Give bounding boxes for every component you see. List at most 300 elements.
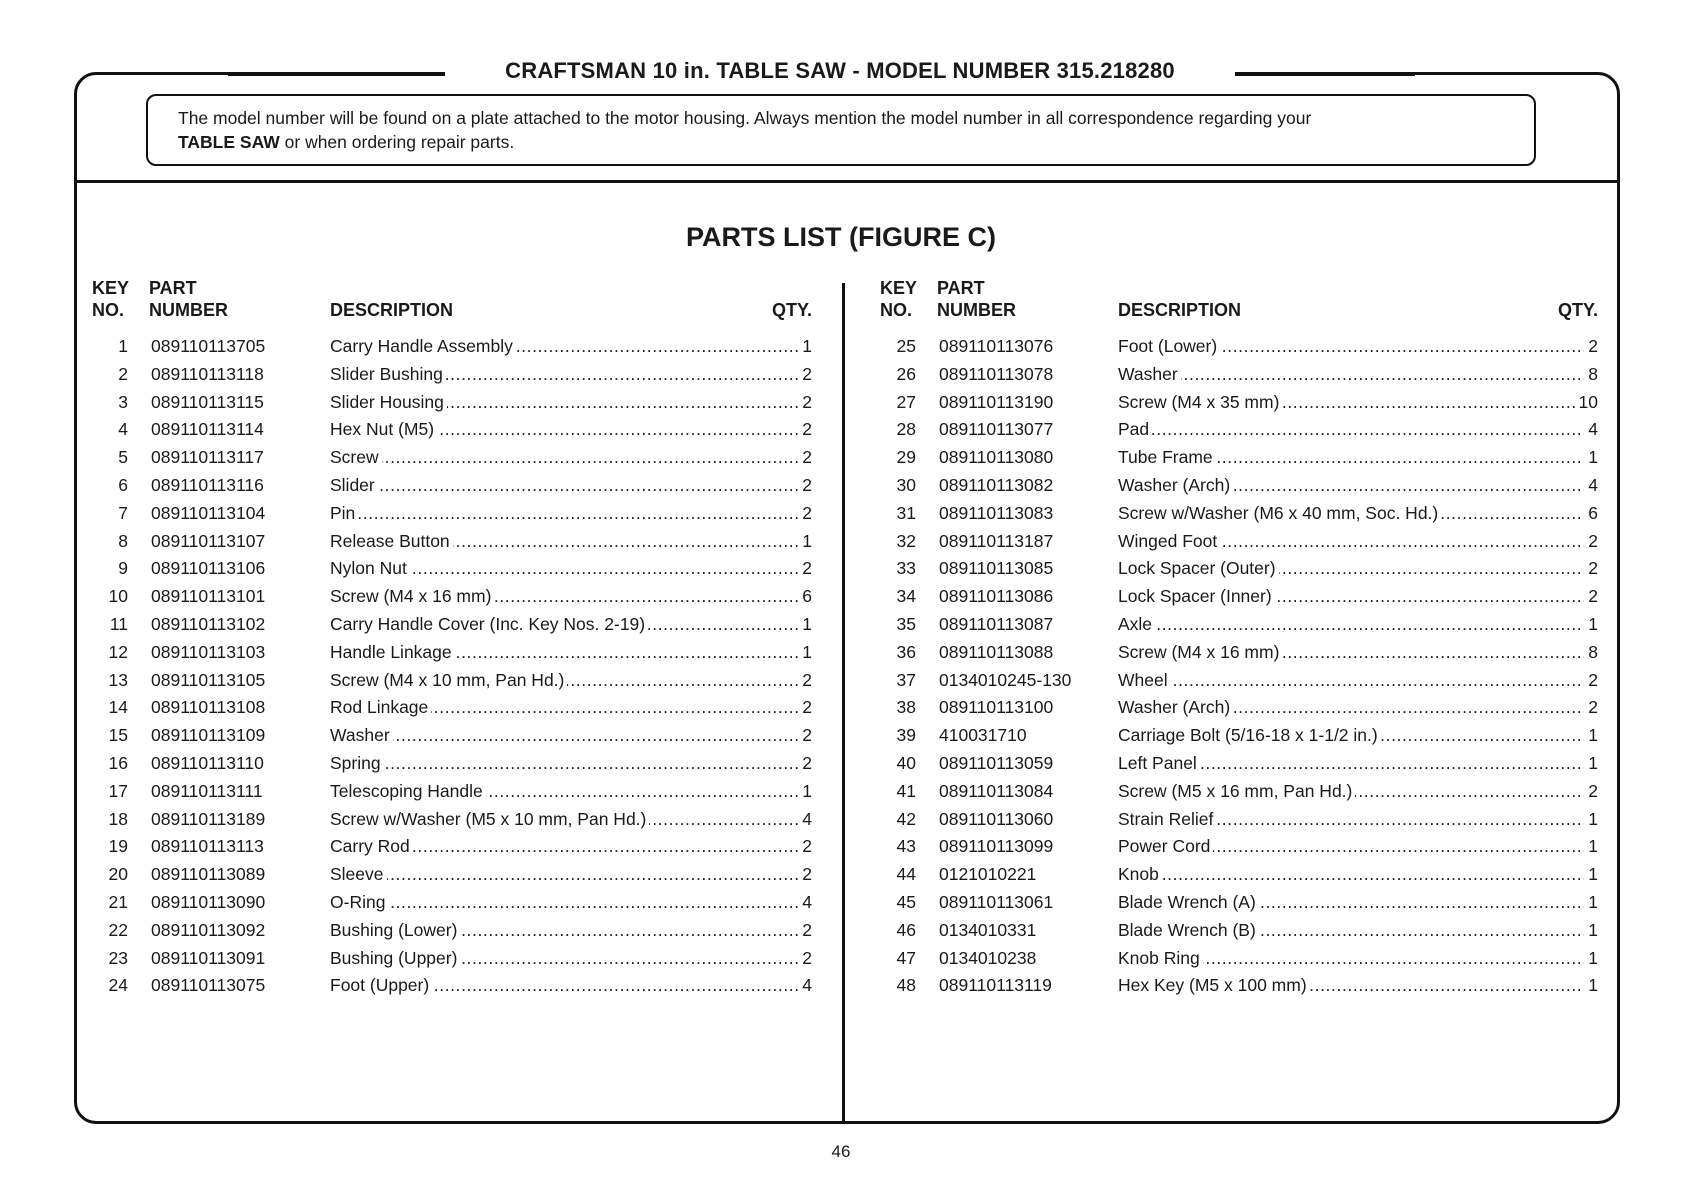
quantity: 4 xyxy=(798,889,812,917)
key-number: 16 xyxy=(108,752,128,773)
quantity: 2 xyxy=(798,444,812,472)
table-row xyxy=(92,583,812,611)
quantity: 2 xyxy=(798,416,812,444)
part-number: 089110113119 xyxy=(939,975,1052,996)
part-number: 089110113080 xyxy=(939,447,1054,468)
quantity: 1 xyxy=(798,528,812,556)
description-text: Blade Wrench (B) xyxy=(1118,920,1259,940)
table-row xyxy=(880,889,1598,917)
key-number: 14 xyxy=(108,697,128,718)
description-text: Lock Spacer (Inner) xyxy=(1118,586,1275,606)
part-description xyxy=(1118,972,1586,1000)
description-text: Lock Spacer (Outer) xyxy=(1118,558,1279,578)
quantity: 1 xyxy=(1584,750,1598,778)
quantity: 2 xyxy=(1584,555,1598,583)
part-number: 089110113076 xyxy=(939,336,1054,356)
part-number: 089110113089 xyxy=(151,864,266,885)
part-number: 089110113190 xyxy=(939,391,1054,412)
part-number: 089110113111 xyxy=(151,780,263,801)
part-description xyxy=(330,639,800,667)
part-number: 089110113115 xyxy=(151,391,264,412)
part-number: 089110113107 xyxy=(151,530,266,551)
part-description xyxy=(1118,722,1586,750)
title-rule-right xyxy=(1225,74,1415,76)
header-key-1: KEY xyxy=(880,278,918,298)
description-text: Bushing (Lower) xyxy=(330,920,460,940)
description-text: Carry Rod xyxy=(330,836,413,856)
quantity: 2 xyxy=(798,389,812,417)
key-number: 7 xyxy=(118,502,128,523)
part-number: 089110113103 xyxy=(151,641,266,662)
description-text: Nylon Nut xyxy=(330,558,410,578)
part-number: 089110113092 xyxy=(151,919,266,940)
table-row xyxy=(92,389,812,417)
title-rule-left xyxy=(228,74,458,76)
quantity: 2 xyxy=(798,750,812,778)
table-row xyxy=(880,500,1598,528)
key-number: 17 xyxy=(108,780,128,801)
part-number: 089110113090 xyxy=(151,891,266,912)
part-description xyxy=(330,861,800,889)
quantity: 1 xyxy=(798,611,812,639)
description-text: Carry Handle Assembly xyxy=(330,336,516,356)
table-row xyxy=(92,333,812,361)
quantity: 4 xyxy=(798,972,812,1000)
description-text: Foot (Upper) xyxy=(330,975,432,995)
part-number: 089110113060 xyxy=(939,808,1054,829)
description-text: Telescoping Handle xyxy=(330,781,486,801)
part-description xyxy=(1118,639,1586,667)
description-text: Rod Linkage xyxy=(330,697,431,717)
part-description xyxy=(1118,833,1586,861)
part-number: 089110113082 xyxy=(939,474,1054,495)
key-number: 45 xyxy=(896,891,916,912)
part-description xyxy=(1118,444,1586,472)
key-number: 11 xyxy=(109,613,128,634)
table-row xyxy=(92,945,812,973)
key-number: 6 xyxy=(118,474,128,495)
quantity: 1 xyxy=(1584,972,1598,1000)
header-key-2: NO. xyxy=(880,300,913,320)
quantity: 6 xyxy=(1584,500,1598,528)
header-part-1: PART xyxy=(149,278,197,298)
quantity: 1 xyxy=(1584,945,1598,973)
part-number: 089110113088 xyxy=(939,641,1054,662)
header-divider xyxy=(74,180,1620,183)
description-text: Screw (M4 x 16 mm) xyxy=(1118,642,1282,662)
description-text: Carry Handle Cover (Inc. Key Nos. 2-19) xyxy=(330,614,648,634)
part-description xyxy=(330,611,800,639)
quantity: 1 xyxy=(798,333,812,361)
notice-bold: TABLE SAW xyxy=(178,132,280,152)
quantity: 1 xyxy=(1584,806,1598,834)
part-number: 089110113108 xyxy=(151,697,266,718)
part-number: 089110113101 xyxy=(151,586,266,607)
header-description: DESCRIPTION xyxy=(330,300,454,320)
part-description xyxy=(330,778,800,806)
description-text: Sleeve xyxy=(330,864,387,884)
description-text: Screw (M5 x 16 mm, Pan Hd.) xyxy=(1118,781,1355,801)
key-number: 25 xyxy=(896,336,916,356)
quantity: 4 xyxy=(1584,416,1598,444)
quantity: 2 xyxy=(1584,667,1598,695)
description-text: Tube Frame xyxy=(1118,447,1216,467)
quantity: 2 xyxy=(798,361,812,389)
notice-tail: or when ordering repair parts. xyxy=(284,132,515,152)
part-description xyxy=(1118,917,1586,945)
description-text: Bushing (Upper) xyxy=(330,948,460,968)
description-text: Carriage Bolt (5/16-18 x 1-1/2 in.) xyxy=(1118,725,1381,745)
key-number: 40 xyxy=(896,752,916,773)
table-row xyxy=(92,555,812,583)
part-description xyxy=(1118,361,1586,389)
key-number: 13 xyxy=(108,669,128,690)
table-row xyxy=(880,667,1598,695)
table-row xyxy=(880,444,1598,472)
part-description xyxy=(1118,583,1586,611)
key-number: 48 xyxy=(896,975,916,996)
key-number: 43 xyxy=(896,836,916,857)
quantity: 2 xyxy=(798,945,812,973)
table-row xyxy=(880,861,1598,889)
key-number: 10 xyxy=(108,586,128,607)
part-description xyxy=(1118,472,1586,500)
column-divider xyxy=(842,283,845,1124)
key-number: 30 xyxy=(896,474,916,495)
description-text: Hex Nut (M5) xyxy=(330,419,437,439)
key-number: 8 xyxy=(118,530,128,551)
key-number: 31 xyxy=(896,502,916,523)
part-description xyxy=(1118,750,1586,778)
key-number: 44 xyxy=(896,864,916,885)
table-row xyxy=(880,694,1598,722)
quantity: 1 xyxy=(1584,722,1598,750)
part-description xyxy=(330,444,800,472)
part-number: 089110113086 xyxy=(939,586,1054,607)
part-description xyxy=(330,750,800,778)
part-number: 0134010331 xyxy=(939,919,1037,940)
table-row xyxy=(880,472,1598,500)
table-row xyxy=(92,833,812,861)
part-number: 410031710 xyxy=(939,725,1027,746)
quantity: 1 xyxy=(1584,917,1598,945)
column-header xyxy=(92,276,812,324)
parts-rows-left xyxy=(92,333,812,1000)
model-number-notice xyxy=(146,94,1536,166)
table-row xyxy=(880,361,1598,389)
description-text: Strain Relief xyxy=(1118,809,1216,829)
description-text: Slider xyxy=(330,475,378,495)
part-number: 089110113078 xyxy=(939,363,1054,384)
key-number: 15 xyxy=(108,725,128,746)
part-description xyxy=(330,972,800,1000)
description-text: Slider Housing xyxy=(330,392,447,412)
part-number: 0134010245-130 xyxy=(939,669,1072,690)
part-number: 089110113087 xyxy=(939,613,1054,634)
part-number: 089110113075 xyxy=(151,975,266,996)
key-number: 47 xyxy=(896,947,916,968)
header-key-1: KEY xyxy=(92,278,130,298)
quantity: 2 xyxy=(798,694,812,722)
header-part-2: NUMBER xyxy=(149,300,228,320)
part-description xyxy=(330,722,800,750)
key-number: 32 xyxy=(896,530,916,551)
parts-rows-right xyxy=(880,333,1598,1000)
quantity: 10 xyxy=(1576,389,1598,417)
table-row xyxy=(880,583,1598,611)
table-row xyxy=(92,750,812,778)
description-text: Handle Linkage xyxy=(330,642,455,662)
part-description xyxy=(330,833,800,861)
part-description xyxy=(1118,555,1586,583)
part-number: 089110113118 xyxy=(151,363,264,384)
part-description xyxy=(330,917,800,945)
part-number: 089110113110 xyxy=(151,752,264,773)
description-text: Power Cord xyxy=(1118,836,1213,856)
description-text: Axle xyxy=(1118,614,1155,634)
description-text: Winged Foot xyxy=(1118,531,1220,551)
description-text: Foot (Lower) xyxy=(1118,336,1220,356)
key-number: 41 xyxy=(896,780,916,801)
header-part-2: NUMBER xyxy=(937,300,1016,320)
key-number: 18 xyxy=(108,808,128,829)
table-row xyxy=(880,972,1598,1000)
part-number: 089110113187 xyxy=(939,530,1054,551)
description-text: Washer xyxy=(1118,364,1181,384)
part-number: 089110113061 xyxy=(939,891,1054,912)
part-description xyxy=(330,361,800,389)
parts-list-title: PARTS LIST (FIGURE C) xyxy=(686,222,996,252)
quantity: 2 xyxy=(798,833,812,861)
part-description xyxy=(1118,861,1586,889)
key-number: 28 xyxy=(896,419,916,440)
part-number: 089110113109 xyxy=(151,725,266,746)
table-row xyxy=(92,917,812,945)
quantity: 2 xyxy=(798,500,812,528)
quantity: 1 xyxy=(798,639,812,667)
key-number: 22 xyxy=(108,919,128,940)
part-description xyxy=(330,806,800,834)
key-number: 35 xyxy=(896,613,916,634)
quantity: 1 xyxy=(1584,444,1598,472)
table-row xyxy=(880,778,1598,806)
part-description xyxy=(330,583,800,611)
description-text: Blade Wrench (A) xyxy=(1118,892,1259,912)
key-number: 29 xyxy=(896,447,916,468)
table-row xyxy=(880,722,1598,750)
quantity: 2 xyxy=(798,917,812,945)
table-row xyxy=(92,639,812,667)
table-row xyxy=(880,389,1598,417)
part-number: 089110113085 xyxy=(939,558,1054,579)
description-text: Screw w/Washer (M6 x 40 mm, Soc. Hd.) xyxy=(1118,503,1441,523)
table-row xyxy=(92,500,812,528)
part-description xyxy=(1118,333,1586,361)
key-number: 4 xyxy=(118,419,128,440)
description-text: Slider Bushing xyxy=(330,364,446,384)
table-row xyxy=(880,333,1598,361)
description-text: Release Button xyxy=(330,531,453,551)
table-row xyxy=(880,945,1598,973)
header-description: DESCRIPTION xyxy=(1118,300,1242,320)
table-row xyxy=(92,416,812,444)
part-description xyxy=(330,889,800,917)
part-description xyxy=(1118,694,1586,722)
quantity: 4 xyxy=(1584,472,1598,500)
table-row xyxy=(880,416,1598,444)
key-number: 19 xyxy=(108,836,128,857)
part-description xyxy=(330,333,800,361)
description-text: Screw (M4 x 10 mm, Pan Hd.) xyxy=(330,670,567,690)
table-row xyxy=(880,806,1598,834)
quantity: 1 xyxy=(1584,611,1598,639)
key-number: 2 xyxy=(118,363,128,384)
part-description xyxy=(330,389,800,417)
part-description xyxy=(1118,500,1586,528)
key-number: 34 xyxy=(896,586,916,607)
part-number: 089110113059 xyxy=(939,752,1054,773)
key-number: 42 xyxy=(896,808,916,829)
part-description xyxy=(330,472,800,500)
part-number: 0121010221 xyxy=(939,864,1037,885)
quantity: 2 xyxy=(1584,778,1598,806)
table-row xyxy=(92,472,812,500)
key-number: 37 xyxy=(896,669,916,690)
key-number: 36 xyxy=(896,641,916,662)
key-number: 9 xyxy=(118,558,128,579)
parts-column-left xyxy=(92,276,812,1000)
table-row xyxy=(92,528,812,556)
part-description xyxy=(1118,806,1586,834)
quantity: 1 xyxy=(1584,889,1598,917)
table-row xyxy=(92,722,812,750)
table-row xyxy=(880,917,1598,945)
part-number: 089110113100 xyxy=(939,697,1054,718)
quantity: 8 xyxy=(1584,361,1598,389)
part-description xyxy=(1118,611,1586,639)
part-description xyxy=(1118,389,1586,417)
part-number: 089110113083 xyxy=(939,502,1054,523)
header-title: CRAFTSMAN 10 in. TABLE SAW - MODEL NUMBER 315.218280 xyxy=(445,58,1235,84)
header-qty: QTY. xyxy=(771,300,812,320)
part-number: 089110113105 xyxy=(151,669,266,690)
table-row xyxy=(92,889,812,917)
key-number: 33 xyxy=(896,558,916,579)
key-number: 46 xyxy=(896,919,916,940)
part-number: 089110113114 xyxy=(151,419,264,440)
key-number: 1 xyxy=(118,336,128,356)
page-number: 46 xyxy=(831,1142,851,1161)
table-row xyxy=(92,972,812,1000)
part-description xyxy=(1118,778,1586,806)
table-row xyxy=(880,528,1598,556)
quantity: 2 xyxy=(1584,583,1598,611)
part-number: 089110113106 xyxy=(151,558,266,579)
quantity: 1 xyxy=(1584,861,1598,889)
quantity: 2 xyxy=(798,555,812,583)
quantity: 2 xyxy=(798,667,812,695)
quantity: 8 xyxy=(1584,639,1598,667)
part-description xyxy=(1118,945,1586,973)
key-number: 5 xyxy=(118,447,128,468)
column-header xyxy=(880,276,1598,324)
description-text: Screw (M4 x 35 mm) xyxy=(1118,392,1282,412)
part-number: 089110113091 xyxy=(151,947,266,968)
part-number: 089110113084 xyxy=(939,780,1054,801)
part-number: 089110113077 xyxy=(939,419,1054,440)
quantity: 2 xyxy=(1584,333,1598,361)
part-description xyxy=(1118,667,1586,695)
part-number: 089110113113 xyxy=(151,836,264,857)
key-number: 24 xyxy=(108,975,128,996)
description-text: O-Ring xyxy=(330,892,388,912)
description-text: Pin xyxy=(330,503,358,523)
description-text: Pad xyxy=(1118,419,1152,439)
description-text: Washer xyxy=(330,725,393,745)
table-row xyxy=(880,639,1598,667)
description-text: Hex Key (M5 x 100 mm) xyxy=(1118,975,1310,995)
quantity: 2 xyxy=(798,722,812,750)
table-row xyxy=(92,444,812,472)
table-row xyxy=(92,361,812,389)
part-number: 089110113117 xyxy=(151,447,264,468)
description-text: Washer (Arch) xyxy=(1118,697,1233,717)
part-number: 089110113099 xyxy=(939,836,1054,857)
quantity: 2 xyxy=(798,472,812,500)
header-part-1: PART xyxy=(937,278,985,298)
table-row xyxy=(880,555,1598,583)
key-number: 21 xyxy=(108,891,128,912)
part-number: 0134010238 xyxy=(939,947,1037,968)
part-number: 089110113104 xyxy=(151,502,266,523)
part-description xyxy=(330,555,800,583)
description-text: Knob Ring xyxy=(1118,948,1203,968)
key-number: 20 xyxy=(108,864,128,885)
description-text: Wheel xyxy=(1118,670,1171,690)
description-text: Knob xyxy=(1118,864,1162,884)
key-number: 27 xyxy=(896,391,916,412)
description-text: Left Panel xyxy=(1118,753,1200,773)
header-key-2: NO. xyxy=(92,300,125,320)
notice-text: The model number will be found on a plate attached to the motor housing. Always mention the model number in all correspondence regarding your xyxy=(178,108,1312,128)
key-number: 3 xyxy=(118,391,128,412)
quantity: 4 xyxy=(798,806,812,834)
quantity: 2 xyxy=(1584,694,1598,722)
table-row xyxy=(92,667,812,695)
part-number: 089110113189 xyxy=(151,808,266,829)
part-number: 089110113705 xyxy=(151,336,266,356)
quantity: 2 xyxy=(1584,528,1598,556)
quantity: 1 xyxy=(798,778,812,806)
part-description xyxy=(330,667,800,695)
quantity: 6 xyxy=(798,583,812,611)
key-number: 39 xyxy=(896,725,916,746)
quantity: 1 xyxy=(1584,833,1598,861)
description-text: Screw xyxy=(330,447,382,467)
table-row xyxy=(92,611,812,639)
part-description xyxy=(330,416,800,444)
part-number: 089110113102 xyxy=(151,613,266,634)
part-description xyxy=(1118,528,1586,556)
key-number: 12 xyxy=(108,641,128,662)
table-row xyxy=(880,833,1598,861)
key-number: 38 xyxy=(896,697,916,718)
part-description xyxy=(330,500,800,528)
description-text: Screw (M4 x 16 mm) xyxy=(330,586,494,606)
table-row xyxy=(92,806,812,834)
key-number: 23 xyxy=(108,947,128,968)
part-description xyxy=(1118,889,1586,917)
